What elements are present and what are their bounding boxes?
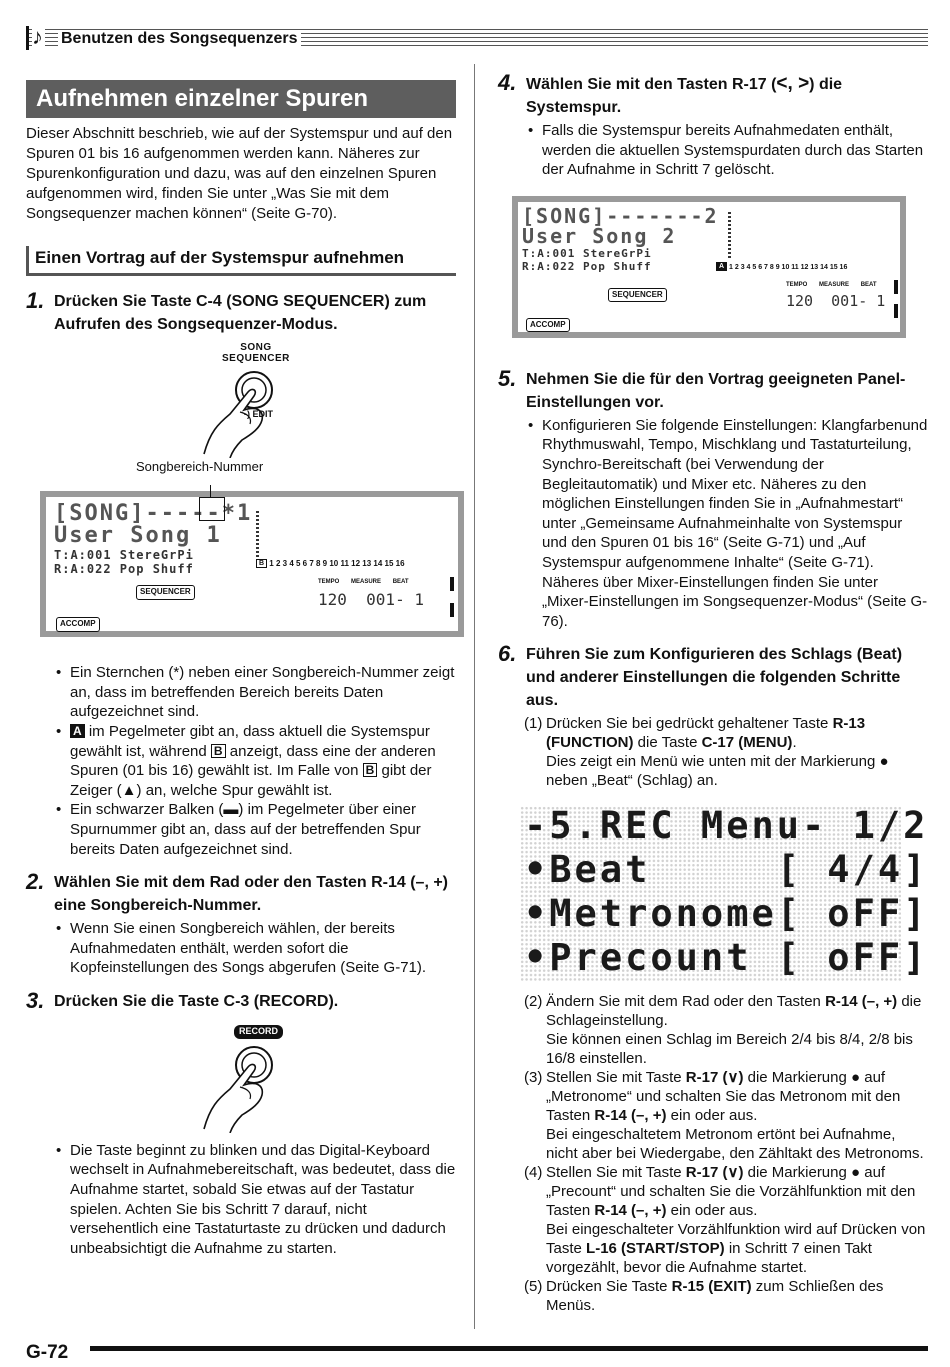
key-label: R-14 (–, +) <box>594 1202 667 1220</box>
step-number: 3. <box>26 987 45 1013</box>
step-text: Wählen Sie mit dem Rad oder den Tasten R-14 (–, +) eine Songbereich-Nummer. <box>54 874 449 915</box>
substep-number: (2) <box>524 993 543 1011</box>
accomp-tag: ACCOMP <box>526 318 570 333</box>
text: Dies zeigt ein Menü wie unten mit der Markierung ● neben „Beat“ (Schlag) an. <box>546 753 889 790</box>
bullet-item: • Konfigurieren Sie folgende Einstellungen: Klangfarbenund Rhythmuswahl, Tempo, Mischklang und Tastaturteilung, Synchro-Bereitschaft (bei Verwendung der Begleitautomatik) und Mixer etc. Näheres zu den möglichen Einstellungen finden Sie in „Aufnahmestart“ unter „Gemeinsame Aufnahmeinhalte von Systemspur und den Spuren 01 bis 16“ (Seite G-71) und „Auf Systemspur aufgenommene Inhalte“ (Seite G-71). Näheres über Mixer-Einstellungen finden Sie unter „Mixer-Einstellungen im Songsequenzer-Modus“ (Seite G-76). <box>526 416 928 632</box>
step-number: 1. <box>26 288 45 313</box>
substep-text <box>546 1163 928 1277</box>
text: ein oder aus. <box>666 1202 758 1220</box>
text: in Schritt 7 einen Takt vorgezählt, bevor die Aufnahme startet. <box>546 1240 872 1277</box>
music-note-icon: ♪ <box>32 24 43 49</box>
substep-4 <box>524 1163 928 1277</box>
pressing-hand-icon <box>196 1037 316 1133</box>
step-number: 2. <box>26 869 45 895</box>
lcd-line1: [SONG]-------2 <box>522 203 719 228</box>
sequencer-tag: SEQUENCER <box>136 585 195 600</box>
measure-label: MEASURE <box>819 281 850 288</box>
text: Ein schwarzer Balken ( <box>70 801 224 819</box>
substep-2 <box>524 992 928 1068</box>
record-label: RECORD <box>234 1025 283 1039</box>
step-4 <box>498 72 928 119</box>
lcd-display-2 <box>512 196 906 338</box>
footer-rule <box>90 1346 928 1351</box>
text: Ändern Sie mit dem Rad oder den Tasten <box>546 993 826 1011</box>
step-5 <box>498 365 928 414</box>
lcd-line4: R:A:022 Pop Shuff <box>522 259 652 273</box>
bullet-item <box>54 800 456 859</box>
b-indicator: B <box>211 744 226 758</box>
page-header <box>26 24 928 54</box>
step-4-bullets <box>526 121 928 180</box>
track-row <box>716 262 847 272</box>
section-title: Aufnehmen einzelner Spuren <box>26 80 456 118</box>
text: ein oder aus. <box>666 1107 758 1125</box>
text: Sie können einen Schlag im Bereich 2/4 bis 8/4, 2/8 bis 16/8 einstellen. <box>546 1031 913 1068</box>
text: anzeigt, dass eine der anderen Spuren (01 bis 16) gewählt ist. Im Falle von <box>70 742 436 780</box>
song-sequencer-button-illustration <box>26 342 456 454</box>
edit-text: EDIT <box>252 409 274 419</box>
substep-1 <box>524 714 928 790</box>
step-text: Drücken Sie Taste C-4 (SONG SEQUENCER) zum Aufrufen des Songsequenzer-Modus. <box>54 293 427 333</box>
button-label <box>222 342 290 364</box>
step-2-bullets <box>54 919 456 978</box>
lcd-line2: User Song 2 <box>522 223 677 248</box>
text: Stellen Sie mit Taste <box>546 1069 686 1087</box>
key-label: R-15 (EXIT) <box>671 1278 752 1296</box>
beat-label: BEAT <box>860 281 877 288</box>
tempo-values: 120 001- 1 <box>786 291 886 310</box>
substep-number: (1) <box>524 715 543 733</box>
bullet-item: • Ein Sternchen (*) neben einer Songbereich-Nummer zeigt an, dass im betreffenden Bereich bereits Daten aufgezeichnet sind. <box>54 663 456 722</box>
key-label: L-16 (START/STOP) <box>586 1240 725 1258</box>
track-numbers: 1 2 3 4 5 6 7 8 9 10 11 12 13 14 15 16 <box>729 263 848 271</box>
step-text: Führen Sie zum Konfigurieren des Schlags (Beat) und anderer Einstellungen die folgenden Schritte aus. <box>526 646 903 710</box>
bullet-item: • Falls die Systemspur bereits Aufnahmedaten enthält, werden die aktuellen Systemspurdaten durch das Starten der Aufnahme in Schritt 7 gelöscht. <box>526 121 928 180</box>
bullet-item <box>54 722 456 800</box>
text: Drücken Sie Taste <box>546 1278 672 1296</box>
substep-number: (5) <box>524 1278 543 1296</box>
text: Drücken Sie bei gedrückt gehaltener Taste <box>546 715 833 733</box>
step-1 <box>26 290 456 336</box>
text: ) die Systemspur. <box>526 76 843 116</box>
step-3 <box>26 987 456 1013</box>
level-meter <box>256 511 259 559</box>
step-2 <box>26 871 456 917</box>
column-divider <box>474 64 475 1329</box>
track-numbers: 1 2 3 4 5 6 7 8 9 10 11 12 13 14 15 16 <box>269 559 405 569</box>
track-row <box>256 559 405 570</box>
button-label-line2: SEQUENCER <box>222 353 290 364</box>
intro-paragraph: Dieser Abschnitt beschrieb, wie auf der Systemspur und auf den Spuren 01 bis 16 aufgenommen werden kann. Näheres zur Spurenkonfiguration und dazu, was auf den einzelnen Spuren aufgenommen wird, finden Sie unter „Was Sie mit dem Songsequenzer machen können“ (Seite G-70). <box>26 125 453 222</box>
step-3-bullets <box>54 1141 456 1259</box>
a-indicator: A <box>716 262 727 271</box>
staff-bar <box>26 26 29 50</box>
step-text <box>526 72 928 119</box>
text: . <box>792 734 797 752</box>
indicator-bar-bottom <box>894 304 898 318</box>
arrow-icons: <, > <box>776 73 810 94</box>
menu-row-1: -5.REC Menu- 1/2 <box>524 804 929 848</box>
lcd-line2: User Song 1 <box>54 523 222 549</box>
substep-5 <box>524 1277 928 1315</box>
text: Wählen Sie mit den Tasten R-17 ( <box>526 76 777 93</box>
measure-label: MEASURE <box>351 579 382 586</box>
bullet-item: • Die Taste beginnt zu blinken und das Digital-Keyboard wechselt in Aufnahmebereitschaft, was bedeutet, dass die Aufnahme startet, sobald Sie etwas auf der Tastatur spielen. Achten Sie bis Schritt 7 darauf, nicht versehentlich eine Tastaturtaste zu drücken und dadurch unbeabsichtigt die Aufnahme zu starten. <box>54 1141 456 1259</box>
tempo-values: 120 001- 1 <box>318 590 424 610</box>
lcd-display-1 <box>40 491 464 637</box>
text: gibt der Zeiger (▲) an, welche Spur gewählt ist. <box>70 762 432 799</box>
text: die Taste <box>633 734 702 752</box>
text: die Markierung ● auf „Precount“ und schalten Sie die Vorzählfunktion mit den Tasten <box>546 1164 916 1220</box>
substep-text <box>546 1277 928 1315</box>
step-text: Nehmen Sie die für den Vortrag geeigneten Panel-Einstellungen vor. <box>526 370 906 411</box>
left-column <box>26 80 456 1258</box>
text: die Markierung ● auf „Metronome“ und schalten Sie das Metronom mit den Tasten <box>546 1069 901 1125</box>
menu-row-2: •Beat [ 4/4] <box>524 848 929 892</box>
lcd-line3: T:A:001 StereGrPi <box>54 548 194 563</box>
text: Bei eingeschaltetem Metronom ertönt bei Aufnahme, nicht aber bei Wiedergabe, den Zähltakt des Metronoms. <box>546 1126 924 1163</box>
black-bar-icon: ▬ <box>223 801 239 819</box>
text: im Pegelmeter gibt an, dass aktuell die Systemspur gewählt ist, während <box>70 722 430 760</box>
menu-row-4: •Precount [ oFF] <box>524 936 929 980</box>
page-number: G-72 <box>26 1342 69 1363</box>
step-6-substeps <box>524 714 928 790</box>
tempo-label: TEMPO <box>786 281 808 288</box>
step-number: 5. <box>498 365 517 391</box>
b-indicator: B <box>256 559 267 568</box>
indicator-bar-top <box>450 577 454 591</box>
tempo-label: TEMPO <box>318 579 340 586</box>
record-button-illustration <box>26 1023 456 1135</box>
bullet-item: • Wenn Sie einen Songbereich wählen, der bereits Aufnahmedaten enthält, werden sofort die Kopfeinstellungen des Songs abgerufen (Seite G-71). <box>54 919 456 978</box>
step-5-bullets <box>526 416 928 632</box>
substep-3 <box>524 1068 928 1163</box>
edit-label: -) EDIT <box>244 409 274 419</box>
right-column <box>498 72 928 1315</box>
bullets-a <box>54 663 456 859</box>
text: Bei eingeschalteter Vorzählfunktion wird auf Drücken von Taste <box>546 1221 926 1258</box>
b-indicator: B <box>363 763 378 777</box>
text: Stellen Sie mit Taste <box>546 1164 686 1182</box>
text: zum Schließen des Menüs. <box>546 1278 884 1315</box>
lcd-text-block <box>522 203 719 273</box>
lcd-line1: [SONG]-----*1 <box>54 501 253 527</box>
step-6 <box>498 643 928 712</box>
button-label-line1: SONG <box>240 342 272 353</box>
rec-menu-display <box>520 804 929 982</box>
substep-text <box>546 1068 928 1163</box>
step-text: Drücken Sie die Taste C-3 (RECORD). <box>54 992 339 1010</box>
indicator-bar-bottom <box>450 603 454 617</box>
substep-text <box>546 714 928 790</box>
key-label: R-13 (FUNCTION) <box>546 715 866 752</box>
text: ) im Pegelmeter über einer Spurnummer gibt an, dass auf der betreffenden Spur bereits Daten aufgezeichnet sind. <box>70 801 421 858</box>
lcd-line3: T:A:001 StereGrPi <box>522 246 652 260</box>
key-label: R-14 (–, +) <box>594 1107 667 1125</box>
step-number: 4. <box>498 70 517 95</box>
a-indicator: A <box>70 724 85 738</box>
key-label: R-14 (–, +) <box>825 993 898 1011</box>
step-6-substeps-cont <box>524 992 928 1315</box>
substep-number: (4) <box>524 1164 543 1182</box>
tempo-labels <box>318 579 409 587</box>
substep-text <box>546 992 928 1068</box>
key-label: R-17 (∨) <box>685 1069 744 1087</box>
substep-number: (3) <box>524 1069 543 1087</box>
lcd-line4: R:A:022 Pop Shuff <box>54 562 194 577</box>
accomp-tag: ACCOMP <box>56 617 100 632</box>
menu-row-3: •Metronome[ oFF] <box>524 892 929 936</box>
tempo-labels <box>786 282 877 290</box>
level-meter <box>728 212 731 258</box>
pointer-line <box>210 485 211 497</box>
song-area-highlight <box>199 497 225 521</box>
key-label: R-17 (∨) <box>685 1164 744 1182</box>
header-title: Benutzen des Songsequenzers <box>58 30 301 48</box>
key-label: C-17 (MENU) <box>701 734 793 752</box>
sequencer-tag: SEQUENCER <box>608 288 667 303</box>
indicator-bar-top <box>894 280 898 294</box>
step-number: 6. <box>498 641 517 667</box>
beat-label: BEAT <box>392 579 409 586</box>
subheading: Einen Vortrag auf der Systemspur aufnehmen <box>26 246 456 276</box>
text: die Schlageinstellung. <box>546 993 922 1030</box>
songbereich-label: Songbereich-Nummer <box>136 459 264 474</box>
